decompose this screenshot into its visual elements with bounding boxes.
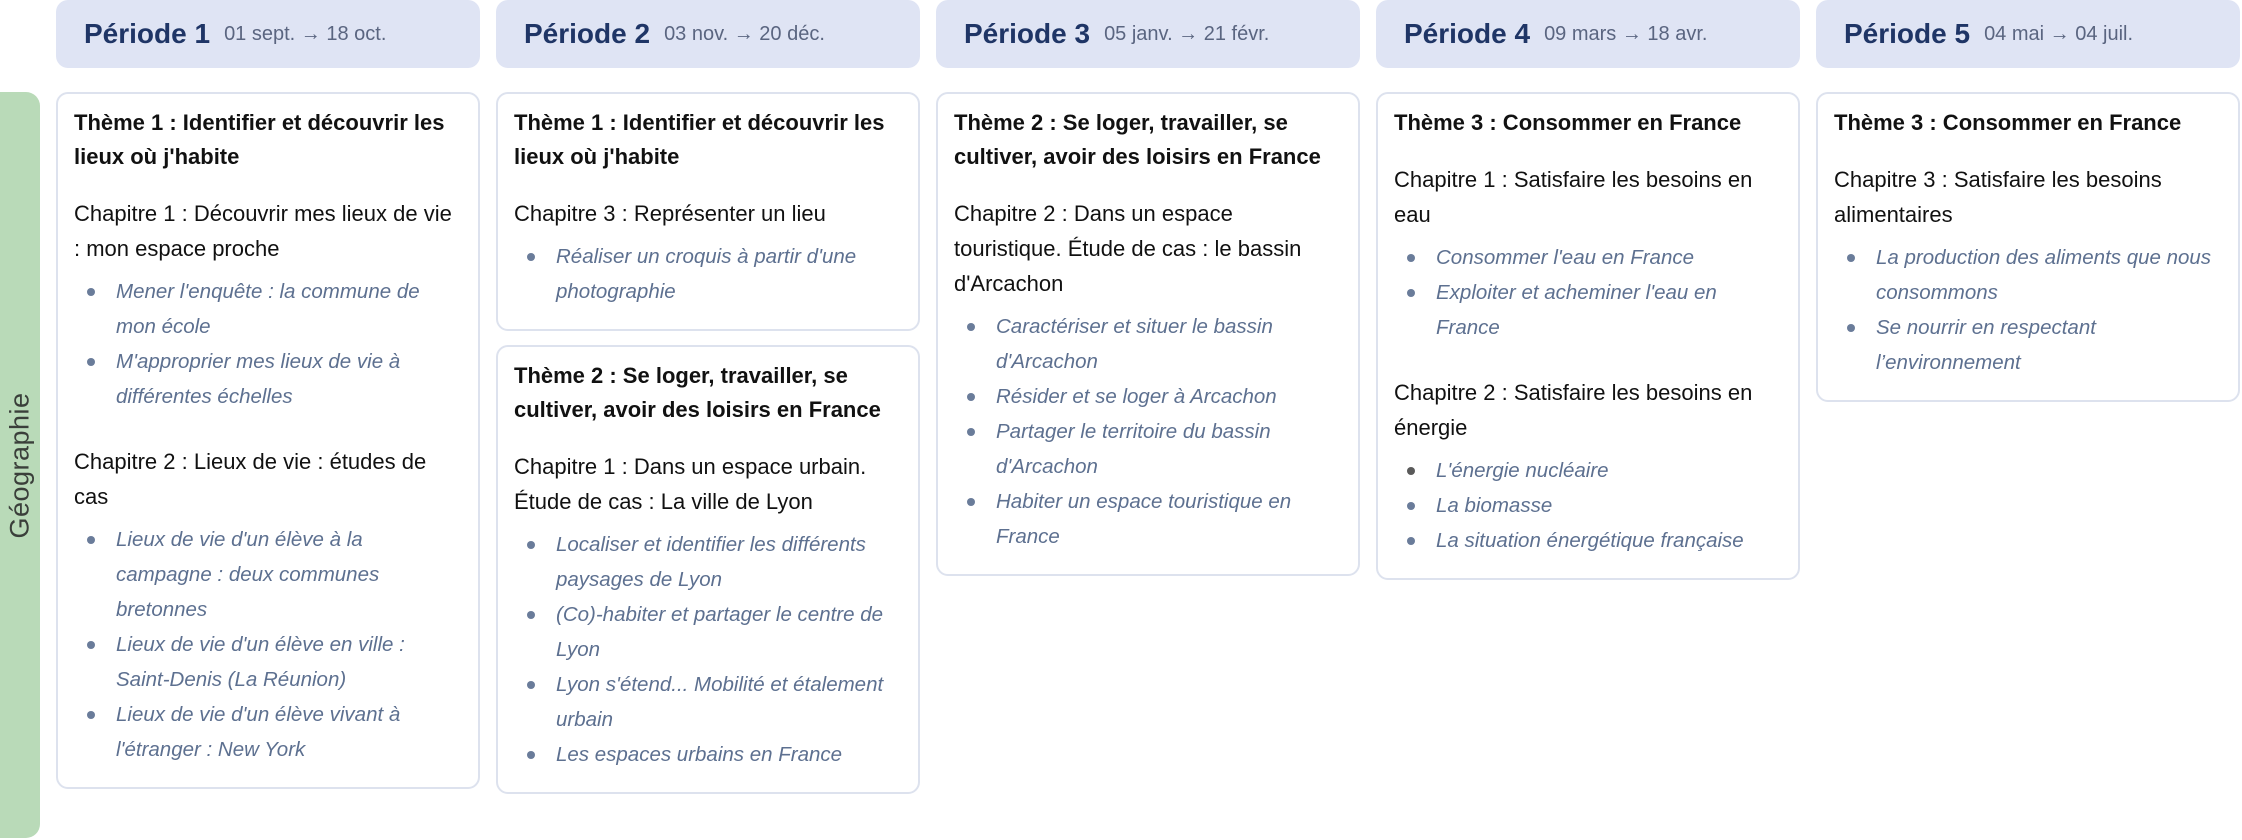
chapter bbox=[514, 449, 902, 772]
bullet-icon bbox=[527, 681, 535, 689]
period-header bbox=[1816, 0, 2240, 68]
lesson-text: Localiser et identifier les différents paysages de Lyon bbox=[556, 533, 866, 591]
chapter-title: Chapitre 1 : Dans un espace urbain. Étude de cas : La ville de Lyon bbox=[514, 454, 867, 514]
lesson-text: Réaliser un croquis à partir d'une photographie bbox=[556, 245, 857, 303]
chapter-title: Chapitre 1 : Découvrir mes lieux de vie : mon espace proche bbox=[74, 201, 452, 261]
lesson-text: Exploiter et acheminer l'eau en France bbox=[1436, 281, 1717, 339]
lesson-text: Partager le territoire du bassin d'Arcachon bbox=[996, 420, 1271, 478]
lesson-item bbox=[74, 274, 462, 344]
subject-label-text: Géographie bbox=[4, 391, 35, 539]
bullet-icon bbox=[1407, 502, 1415, 510]
bullet-icon bbox=[527, 751, 535, 759]
lesson-text: Lyon s'étend... Mobilité et étalement urbain bbox=[556, 673, 884, 731]
bullet-icon bbox=[967, 393, 975, 401]
bullet-icon bbox=[87, 536, 95, 544]
lesson-item bbox=[1394, 453, 1782, 488]
lesson-item bbox=[514, 527, 902, 597]
lesson-item bbox=[74, 522, 462, 627]
lesson-text: Lieux de vie d'un élève vivant à l'étranger : New York bbox=[116, 703, 401, 761]
lesson-text: Résider et se loger à Arcachon bbox=[996, 385, 1277, 408]
lesson-text: Mener l'enquête : la commune de mon école bbox=[116, 280, 420, 338]
theme-title: Thème 3 : Consommer en France bbox=[1834, 110, 2182, 135]
lesson-list bbox=[1834, 240, 2222, 380]
theme-title: Thème 1 : Identifier et découvrir les lieux où j'habite bbox=[74, 110, 445, 169]
lesson-list bbox=[954, 309, 1342, 554]
bullet-icon bbox=[1407, 467, 1415, 475]
lesson-item bbox=[1394, 523, 1782, 558]
theme-card[interactable] bbox=[936, 92, 1360, 576]
chapter bbox=[514, 196, 902, 309]
lesson-item bbox=[74, 627, 462, 697]
lesson-text: Lieux de vie d'un élève en ville : Saint-Denis (La Réunion) bbox=[116, 633, 405, 691]
period-header bbox=[936, 0, 1360, 68]
lesson-item bbox=[954, 484, 1342, 554]
lesson-item bbox=[1394, 275, 1782, 345]
lesson-list bbox=[1394, 453, 1782, 558]
period-title: Période 4 bbox=[1404, 18, 1531, 49]
bullet-icon bbox=[967, 428, 975, 436]
subject-label-geographie bbox=[0, 92, 40, 838]
chapter-title: Chapitre 2 : Dans un espace touristique. Étude de cas : le bassin d'Arcachon bbox=[954, 201, 1302, 296]
bullet-icon bbox=[527, 611, 535, 619]
theme-card[interactable] bbox=[56, 92, 480, 789]
lesson-text: Se nourrir en respectant l’environnement bbox=[1876, 316, 2096, 374]
bullet-icon bbox=[87, 711, 95, 719]
lesson-item bbox=[1394, 240, 1782, 275]
period-title: Période 3 bbox=[964, 18, 1091, 49]
periods-board bbox=[56, 0, 2240, 808]
period-column-5 bbox=[1816, 0, 2240, 808]
theme-card[interactable] bbox=[496, 345, 920, 794]
bullet-icon bbox=[1847, 254, 1855, 262]
lesson-item bbox=[954, 414, 1342, 484]
period-column-1 bbox=[56, 0, 480, 808]
bullet-icon bbox=[527, 541, 535, 549]
lesson-item bbox=[74, 344, 462, 414]
lesson-item bbox=[514, 597, 902, 667]
chapter-title: Chapitre 1 : Satisfaire les besoins en eau bbox=[1394, 167, 1753, 227]
period-header bbox=[496, 0, 920, 68]
lesson-item bbox=[514, 737, 902, 772]
chapter bbox=[1394, 162, 1782, 345]
lesson-item bbox=[1834, 310, 2222, 380]
lesson-list bbox=[74, 274, 462, 414]
period-dates: 03 nov. → 20 déc. bbox=[664, 22, 825, 45]
chapter-title: Chapitre 3 : Représenter un lieu bbox=[514, 201, 826, 226]
chapter bbox=[1394, 375, 1782, 558]
lesson-text: (Co)-habiter et partager le centre de Lyon bbox=[556, 603, 884, 661]
lesson-item bbox=[954, 379, 1342, 414]
period-dates: 05 janv. → 21 févr. bbox=[1104, 22, 1270, 45]
theme-title: Thème 2 : Se loger, travailler, se cultiver, avoir des loisirs en France bbox=[514, 363, 881, 422]
theme-title: Thème 3 : Consommer en France bbox=[1394, 110, 1742, 135]
bullet-icon bbox=[1407, 537, 1415, 545]
bullet-icon bbox=[87, 358, 95, 366]
lesson-text: La production des aliments que nous consommons bbox=[1876, 246, 2212, 304]
lesson-list bbox=[1394, 240, 1782, 345]
lesson-text: M'approprier mes lieux de vie à différentes échelles bbox=[116, 350, 401, 408]
lesson-item bbox=[954, 309, 1342, 379]
bullet-icon bbox=[1847, 324, 1855, 332]
lesson-list bbox=[514, 527, 902, 772]
lesson-list bbox=[74, 522, 462, 767]
lesson-text: Les espaces urbains en France bbox=[556, 743, 843, 766]
period-title: Période 1 bbox=[84, 18, 211, 49]
lesson-text: La situation énergétique française bbox=[1436, 529, 1744, 552]
chapter-title: Chapitre 2 : Satisfaire les besoins en énergie bbox=[1394, 380, 1753, 440]
period-column-3 bbox=[936, 0, 1360, 808]
bullet-icon bbox=[87, 288, 95, 296]
period-column-4 bbox=[1376, 0, 1800, 808]
theme-card[interactable] bbox=[496, 92, 920, 331]
bullet-icon bbox=[527, 253, 535, 261]
lesson-item bbox=[74, 697, 462, 767]
lesson-text: Lieux de vie d'un élève à la campagne : deux communes bretonnes bbox=[116, 528, 380, 621]
period-column-2 bbox=[496, 0, 920, 808]
period-header bbox=[1376, 0, 1800, 68]
chapter bbox=[74, 444, 462, 767]
bullet-icon bbox=[967, 498, 975, 506]
chapter-title: Chapitre 2 : Lieux de vie : études de cas bbox=[74, 449, 427, 509]
theme-card[interactable] bbox=[1376, 92, 1800, 580]
lesson-text: Habiter un espace touristique en France bbox=[996, 490, 1292, 548]
lesson-text: La biomasse bbox=[1436, 494, 1553, 517]
period-title: Période 2 bbox=[524, 18, 651, 49]
theme-card[interactable] bbox=[1816, 92, 2240, 402]
lesson-item bbox=[514, 667, 902, 737]
lesson-list bbox=[514, 239, 902, 309]
lesson-text: L'énergie nucléaire bbox=[1436, 459, 1609, 482]
period-dates: 01 sept. → 18 oct. bbox=[224, 22, 387, 45]
bullet-icon bbox=[87, 641, 95, 649]
period-dates: 09 mars → 18 avr. bbox=[1544, 22, 1708, 45]
period-header bbox=[56, 0, 480, 68]
lesson-item bbox=[514, 239, 902, 309]
theme-title: Thème 2 : Se loger, travailler, se cultiver, avoir des loisirs en France bbox=[954, 110, 1321, 169]
lesson-item bbox=[1834, 240, 2222, 310]
lesson-text: Consommer l'eau en France bbox=[1436, 246, 1695, 269]
chapter bbox=[954, 196, 1342, 554]
chapter bbox=[1834, 162, 2222, 380]
period-dates: 04 mai → 04 juil. bbox=[1984, 22, 2134, 45]
period-title: Période 5 bbox=[1844, 18, 1971, 49]
bullet-icon bbox=[967, 323, 975, 331]
chapter-title: Chapitre 3 : Satisfaire les besoins alimentaires bbox=[1834, 167, 2162, 227]
theme-title: Thème 1 : Identifier et découvrir les lieux où j'habite bbox=[514, 110, 885, 169]
bullet-icon bbox=[1407, 289, 1415, 297]
lesson-item bbox=[1394, 488, 1782, 523]
chapter bbox=[74, 196, 462, 414]
lesson-text: Caractériser et situer le bassin d'Arcachon bbox=[996, 315, 1273, 373]
bullet-icon bbox=[1407, 254, 1415, 262]
